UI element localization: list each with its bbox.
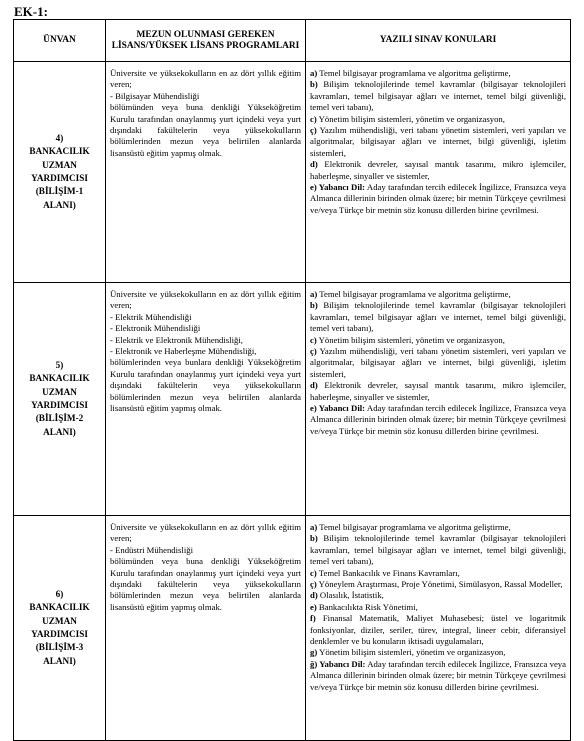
requirement-line: - Elektrik Mühendisliği <box>110 311 192 322</box>
topic-item: a) Temel bilgisayar programlama ve algoritma geliştirme, <box>310 522 511 532</box>
topic-key: c) <box>310 334 317 345</box>
topic-key: c) <box>310 113 317 124</box>
requirement-line: Üniversite ve yüksekokulların en az dört yıllık eğitim veren; <box>110 522 301 544</box>
topic-item: ç) Yazılım mühendisliği, veri tabanı yönetim sistemleri, veri yapıları ve algoritmalar, bilgisayar ağları ve internet, bilgi güvenliği, işletim sistemleri, <box>310 346 566 379</box>
topic-key: c) <box>310 567 317 578</box>
requirement-line: bölümünden veya buna denkliği Yükseköğretim Kurulu tarafından onaylanmış yurt içindeki veya yurt dışındaki fakültelerin veya yüksekokulların bölümlerinden mezun veya belirtilen alanlarda lisansüstü eğitim yapmış olmak. <box>110 556 301 612</box>
topic-key: b) <box>310 533 318 544</box>
topic-key: d) <box>310 380 318 391</box>
topic-key: a) <box>310 522 318 532</box>
table-row <box>14 516 571 741</box>
topic-item: ç) Yazılım mühendisliği, veri tabanı yönetim sistemleri, veri yapıları ve algoritmalar, bilgisayar ağları ve internet, bilgi güvenliği, işletim sistemleri, <box>310 125 566 158</box>
exam-topics <box>306 516 571 741</box>
exam-topics <box>306 62 571 283</box>
topic-item: b) Bilişim teknolojilerinde temel kavramlar (bilgisayar teknolojileri kavramları, temel bilgisayar ağları ve internet, temel bilgi güvenliği, temel veri tabanı), <box>310 300 566 334</box>
topic-key: e) Yabancı Dil: <box>310 182 366 193</box>
position-title-text: 6) BANKACILIK UZMAN YARDIMCISI (BİLİŞİM-3 ALANI) <box>29 588 90 666</box>
topic-item: ç) Yöneylem Araştırması, Proje Yönetimi, Simülasyon, Rassal Modeller, <box>310 579 563 590</box>
topic-item: d) Elektronik devreler, sayısal mantık tasarımı, mikro işlemciler, haberleşme, sinyaller ve sistemler, <box>310 380 566 402</box>
requirement-line: - Elektronik Mühendisliği <box>110 323 201 334</box>
requirements-table <box>13 19 571 741</box>
requirement-line: - Bilgisayar Mühendisliği <box>110 90 200 101</box>
requirement-line: - Endüstri Mühendisliği <box>110 544 194 555</box>
topic-item: c) Yönetim bilişim sistemleri, yönetim ve organizasyon, <box>310 334 505 345</box>
topic-key: g) <box>310 647 318 658</box>
topic-item: e) Yabancı Dil: Aday tarafından tercih edilecek İngilizce, Fransızca veya Almanca dillerinin birinden olmak üzere; bir metnin Türkçeye çevrilmesi ve/veya Türkçe bir metnin söz konusu dillerden birine çevrilmesi. <box>310 403 566 436</box>
topic-item: e) Yabancı Dil: Aday tarafından tercih edilecek İngilizce, Fransızca veya Almanca dillerinin birinden olmak üzere; bir metnin Türkçeye çevrilmesi ve/veya Türkçe bir metnin söz konusu dillerden birine çevrilmesi. <box>310 182 566 215</box>
program-requirements <box>106 62 306 283</box>
topic-item: ğ) Yabancı Dil: Aday tarafından tercih edilecek İngilizce, Fransızca veya Almanca dillerinin birinden olmak üzere; bir metnin Türkçeye çevrilmesi ve/veya Türkçe bir metnin söz konusu dillerden birine çevrilmesi. <box>310 658 567 692</box>
topic-item: a) Temel bilgisayar programlama ve algoritma geliştirme, <box>310 289 511 299</box>
header-unvan: ÜNVAN <box>14 20 106 62</box>
topic-key: d) <box>310 590 318 601</box>
header-topics: YAZILI SINAV KONULARI <box>306 20 571 62</box>
topic-item: f) Finansal Matematik, Maliyet Muhasebesi; üstel ve logaritmik fonksiyonlar, diziler, seriler, türev, integral, lineer cebir, diferansiyel denklemler ve bu konuların iktisadi uygulamaları, <box>310 613 566 647</box>
position-title-text: 4) BANKACILIK UZMAN YARDIMCISI (BİLİŞİM-1 ALANI) <box>29 132 90 210</box>
topic-item: b) Bilişim teknolojilerinde temel kavramlar (bilgisayar teknolojileri kavramları, temel bilgisayar ağları ve internet, temel bilgi güvenliği, temel veri tabanı), <box>310 79 566 113</box>
requirement-line: bölümünden veya buna denkliği Yükseköğretim Kurulu tarafından onaylanmış yurt içindeki veya yurt dışındaki fakültelerin veya yüksekokulların bölümlerinden mezun veya belirtilen alanlarda lisansüstü eğitim yapmış olmak. <box>110 102 301 158</box>
topic-key: ğ) Yabancı Dil: <box>310 658 366 669</box>
topic-item: c) Yönetim bilişim sistemleri, yönetim ve organizasyon, <box>310 113 505 124</box>
topic-key: ç) <box>310 579 317 590</box>
topic-item: a) Temel bilgisayar programlama ve algoritma geliştirme, <box>310 68 511 78</box>
program-requirements <box>106 283 306 516</box>
topic-key: ç) <box>310 125 317 136</box>
topic-item: d) Olasılık, İstatistik, <box>310 590 384 601</box>
topic-item: d) Elektronik devreler, sayısal mantık tasarımı, mikro işlemciler, haberleşme, sinyaller ve sistemler, <box>310 159 566 181</box>
header-programs: MEZUN OLUNMASI GEREKEN LİSANS/YÜKSEK LİSANS PROGRAMLARI <box>106 20 306 62</box>
position-title-text: 5) BANKACILIK UZMAN YARDIMCISI (BİLİŞİM-2 ALANI) <box>29 359 90 437</box>
topic-key: d) <box>310 159 318 170</box>
requirement-line: bölümlerinden veya bunlara denkliği Yükseköğretim Kurulu tarafından onaylanmış yurt içindeki veya yurt dışındaki fakültelerin veya yüksekokulların bölümlerinden mezun veya belirtilen alanlarda lisansüstü eğitim yapmış olmak. <box>110 357 301 414</box>
topic-item: b) Bilişim teknolojilerinde temel kavramlar (bilgisayar teknolojileri kavramları, temel bilgisayar ağları ve internet, temel bilgi güvenliği, temel veri tabanı), <box>310 533 566 567</box>
requirement-line: - Elektronik ve Haberleşme Mühendisliği, <box>110 346 257 357</box>
topic-item: e) Bankacılıkta Risk Yönetimi, <box>310 601 418 612</box>
topic-item: g) Yönetim bilişim sistemleri, yönetim ve organizasyon, <box>310 647 506 658</box>
requirement-line: - Elektrik ve Elektronik Mühendisliği, <box>110 334 243 345</box>
topic-key: e) Yabancı Dil: <box>310 403 366 414</box>
position-title <box>14 283 106 516</box>
topic-key: b) <box>310 300 318 311</box>
topic-key: b) <box>310 79 318 90</box>
position-title <box>14 516 106 741</box>
topic-key: e) <box>310 601 317 612</box>
topic-key: f) <box>310 613 316 624</box>
topic-item: c) Temel Bankacılık ve Finans Kavramları, <box>310 567 460 578</box>
topic-key: a) <box>310 68 318 78</box>
requirement-line: Üniversite ve yüksekokulların en az dört yıllık eğitim veren; <box>110 289 301 311</box>
topic-key: a) <box>310 289 318 299</box>
position-title <box>14 62 106 283</box>
requirement-line: Üniversite ve yüksekokulların en az dört yıllık eğitim veren; <box>110 68 301 90</box>
table-row <box>14 283 571 516</box>
program-requirements <box>106 516 306 741</box>
topic-key: ç) <box>310 346 317 357</box>
page-title: EK-1: <box>14 4 48 19</box>
table-row <box>14 62 571 283</box>
exam-topics <box>306 283 571 516</box>
